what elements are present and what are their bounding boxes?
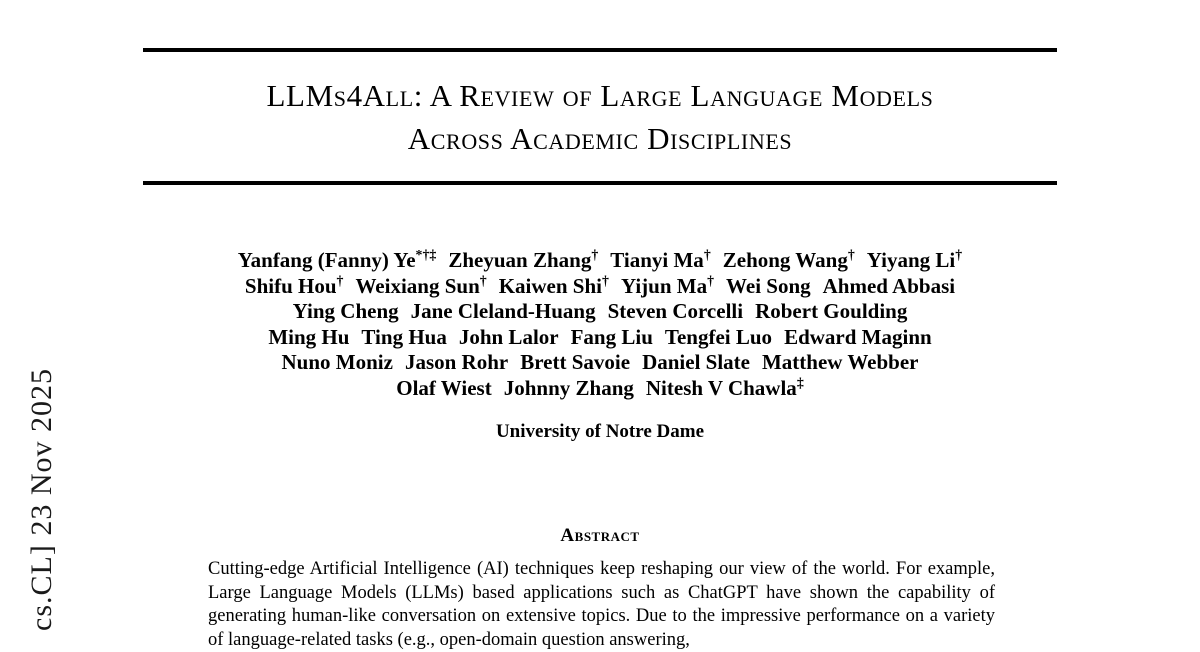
- author-name: Jane Cleland-Huang: [410, 299, 596, 323]
- author-affiliation-mark: †: [847, 247, 855, 262]
- author-name: Yiyang Li†: [866, 247, 963, 272]
- author-affiliation-mark: †: [479, 272, 487, 288]
- author-name: Yanfang (Fanny) Ye*†‡: [237, 247, 437, 272]
- author-name: Weixiang Sun†: [355, 272, 487, 298]
- author-name: Fang Liu: [570, 324, 653, 349]
- author-line: [143, 248, 1057, 274]
- author-name: Zheyuan Zhang†: [448, 247, 599, 272]
- author-affiliation-mark: ‡: [796, 374, 804, 390]
- abstract-body: Cutting-edge Artificial Intelligence (AI) techniques keep reshaping our view of the world. For example, Large Language Models (LLMs) based applications such as ChatGPT have shown the capability of generating human-like conversation on extensive topics. Due to the impressive performance on a variety of language-related tasks (e.g., open-domain question answering,: [208, 559, 995, 650]
- author-name: Kaiwen Shi†: [498, 272, 609, 298]
- title-line-1: LLMs4All: A Review of Large Language Models: [266, 78, 934, 113]
- author-name: Shifu Hou†: [244, 272, 344, 298]
- author-affiliation-mark: †: [602, 272, 609, 288]
- author-affiliation-mark: †: [707, 272, 715, 288]
- author-name: Zehong Wang†: [722, 247, 855, 272]
- author-name: Brett Savoie: [520, 350, 631, 374]
- arxiv-vertical-stamp: [0, 0, 80, 648]
- author-affiliation-mark: †: [955, 247, 963, 262]
- author-line: [143, 274, 1057, 300]
- author-line: [143, 325, 1057, 351]
- author-name: Ahmed Abbasi: [822, 273, 956, 298]
- arxiv-stamp-text: cs.CL] 23 Nov 2025: [25, 368, 58, 631]
- author-name: Wei Song: [726, 273, 811, 298]
- author-affiliation-mark: *†‡: [415, 247, 437, 262]
- abstract-heading: Abstract: [560, 525, 640, 546]
- author-affiliation-mark: †: [591, 247, 599, 262]
- author-name: Steven Corcelli: [607, 299, 744, 323]
- author-name: Edward Maginn: [784, 324, 932, 349]
- author-name: Johnny Zhang: [503, 375, 634, 400]
- author-name: Tengfei Luo: [664, 324, 773, 349]
- author-name: Nuno Moniz: [281, 350, 393, 374]
- author-name: Matthew Webber: [761, 350, 919, 374]
- author-name: Yijun Ma†: [620, 272, 715, 298]
- author-name: Olaf Wiest: [396, 375, 492, 400]
- author-name: Nitesh V Chawla‡: [645, 374, 804, 400]
- title-line-2: Across Academic Disciplines: [407, 121, 793, 156]
- page-title: [143, 74, 1057, 160]
- author-affiliation-mark: †: [336, 272, 344, 288]
- author-name: Robert Goulding: [755, 299, 908, 323]
- author-line: [143, 350, 1057, 376]
- author-name: Daniel Slate: [642, 350, 750, 374]
- author-name: Jason Rohr: [404, 350, 509, 374]
- author-name: Ting Hua: [361, 324, 447, 349]
- title-rule-top: [143, 48, 1057, 52]
- author-affiliation-mark: †: [703, 247, 711, 262]
- affiliation: University of Notre Dame: [495, 421, 705, 442]
- title-rule-bottom: [143, 181, 1057, 185]
- author-name: Ming Hu: [268, 324, 350, 349]
- author-name: Tianyi Ma†: [610, 247, 711, 272]
- author-name: John Lalor: [458, 324, 559, 349]
- author-line: [143, 376, 1057, 402]
- author-name: Ying Cheng: [292, 299, 399, 323]
- author-list: [143, 248, 1057, 401]
- author-line: [143, 299, 1057, 325]
